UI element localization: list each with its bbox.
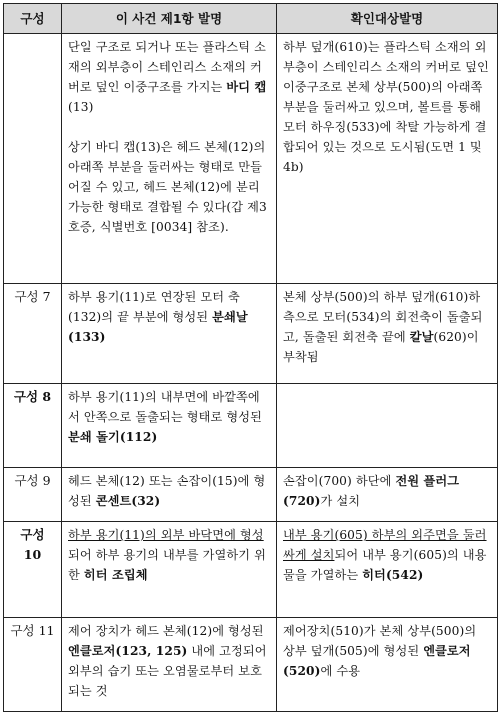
text-segment: 상기 바디 캡(13)은 헤드 본체(12)의 아래쪽 부분을 둘러싸는 형태로 만들어질 수 있고, 헤드 본체(12)에 분리 가능한 형태로 결합될 수 있다(갑 제3호증, 식별번호 [0034] 참조). bbox=[68, 140, 267, 234]
text-segment: 하부 용기(11)로 연장된 모터 축(132)의 끝 부분에 형성된 bbox=[68, 290, 240, 324]
target-cell bbox=[277, 618, 498, 712]
row-label: 구성 9 bbox=[4, 468, 62, 522]
text-segment: 하부 용기(11)의 내부면에 바깥쪽에서 안쪽으로 돌출되는 형태로 형성된 bbox=[68, 390, 262, 424]
cell-paragraph bbox=[283, 287, 491, 367]
text-segment: 되어 내부 용기(605)의 내용물을 가열하는 bbox=[283, 548, 487, 582]
bold-term: 칼날 bbox=[409, 330, 434, 344]
bold-term: 전원 플러그 bbox=[395, 474, 460, 488]
bold-term: 콘센트 bbox=[95, 494, 132, 508]
cell-paragraph bbox=[68, 137, 270, 237]
table-row bbox=[4, 618, 498, 712]
header-row bbox=[4, 4, 498, 34]
text-segment: 제어장치(510)가 본체 상부(500)의 상부 덮개(505)에 형성된 bbox=[283, 624, 477, 658]
cell-paragraph bbox=[68, 37, 270, 117]
bold-term: (520) bbox=[283, 664, 321, 678]
bold-term: (720) bbox=[283, 494, 321, 508]
underlined-text: 하부 용기(11)의 외부 바닥면에 형성 bbox=[68, 528, 264, 542]
invention-cell bbox=[62, 384, 277, 468]
bold-term: 바디 캡 bbox=[226, 80, 267, 94]
target-cell bbox=[277, 468, 498, 522]
text-segment: (13) bbox=[68, 100, 94, 114]
bold-term: (542) bbox=[385, 568, 424, 582]
table-row bbox=[4, 34, 498, 284]
row-label: 구성 8 bbox=[4, 384, 62, 468]
text-segment: 헤드 본체(12) 또는 손잡이(15)에 형성된 bbox=[68, 474, 266, 508]
bold-term: 분쇄 돌기 bbox=[68, 430, 120, 444]
bold-term: 히터 bbox=[362, 568, 386, 582]
bold-term: 히터 조립체 bbox=[83, 568, 148, 582]
bold-term: (112) bbox=[119, 430, 158, 444]
table-row bbox=[4, 522, 498, 618]
invention-cell bbox=[62, 34, 277, 284]
cell-paragraph bbox=[283, 37, 491, 177]
target-cell bbox=[277, 284, 498, 384]
row-label: 구성 10 bbox=[4, 522, 62, 618]
text-segment: 단일 구조로 되거나 또는 플라스틱 소재의 외부층이 스테인리스 소재의 커버로 덮인 이중구조를 가지는 bbox=[68, 40, 266, 94]
row-label: 구성 11 bbox=[4, 618, 62, 712]
text-segment: 가 설치 bbox=[320, 494, 361, 508]
text-segment: 손잡이(700) 하단에 bbox=[283, 474, 396, 488]
text-segment: 에 수용 bbox=[320, 664, 361, 678]
row-label: 구성 7 bbox=[4, 284, 62, 384]
header-label: 구성 bbox=[4, 4, 62, 34]
table-row bbox=[4, 284, 498, 384]
text-segment: 하부 덮개(610)는 플라스틱 소재의 외부층이 스테인리스 소재의 커버로 덮인 이중구조로 본체 상부(500)의 아래쪽 부분을 둘러싸고 있으며, 볼트를 통해 모터 하우징(533)에 착탈 가능하게 결합되어 있는 것으로 도시됨(도면 1 및 4b) bbox=[283, 40, 489, 174]
invention-cell bbox=[62, 468, 277, 522]
text-segment: 되어 하부 용기의 내부를 가열하기 위한 bbox=[68, 548, 266, 582]
bold-term: 분쇄날 bbox=[212, 310, 248, 324]
text-segment: 제어 장치가 헤드 본체(12)에 형성된 bbox=[68, 624, 264, 638]
bold-term: 엔클로저 bbox=[68, 644, 116, 658]
cell-paragraph bbox=[68, 525, 270, 585]
cell-paragraph bbox=[283, 525, 491, 585]
text-segment: (620)이 부착됨 bbox=[283, 330, 479, 364]
underlined-text: 내부 용기(605) 하부의 외주면을 둘러싸게 설치 bbox=[283, 528, 487, 562]
cell-paragraph bbox=[68, 287, 270, 347]
text-segment: 본체 상부(500)의 하부 덮개(610)하측으로 모터(534)의 회전축이 돌출되고, 돌출된 회전축 끝에 bbox=[283, 290, 483, 344]
invention-cell bbox=[62, 522, 277, 618]
bold-term: 엔클로저 bbox=[423, 644, 471, 658]
bold-term: (133) bbox=[68, 330, 106, 344]
target-cell bbox=[277, 34, 498, 284]
target-cell bbox=[277, 384, 498, 468]
table-row bbox=[4, 384, 498, 468]
row-label bbox=[4, 34, 62, 284]
target-cell bbox=[277, 522, 498, 618]
cell-paragraph bbox=[68, 387, 270, 447]
table-row bbox=[4, 468, 498, 522]
header-target: 확인대상발명 bbox=[277, 4, 498, 34]
paragraph-gap bbox=[68, 117, 270, 137]
comparison-table bbox=[3, 3, 498, 712]
bold-term: (123, 125) bbox=[115, 644, 188, 658]
cell-paragraph bbox=[283, 471, 491, 511]
text-segment: 내에 고정되어 외부의 습기 또는 오염물로부터 보호되는 것 bbox=[68, 644, 267, 698]
cell-paragraph bbox=[283, 621, 491, 681]
invention-cell bbox=[62, 284, 277, 384]
header-invention: 이 사건 제1항 발명 bbox=[62, 4, 277, 34]
cell-paragraph bbox=[68, 471, 270, 511]
bold-term: (32) bbox=[131, 494, 161, 508]
cell-paragraph bbox=[68, 621, 270, 701]
invention-cell bbox=[62, 618, 277, 712]
